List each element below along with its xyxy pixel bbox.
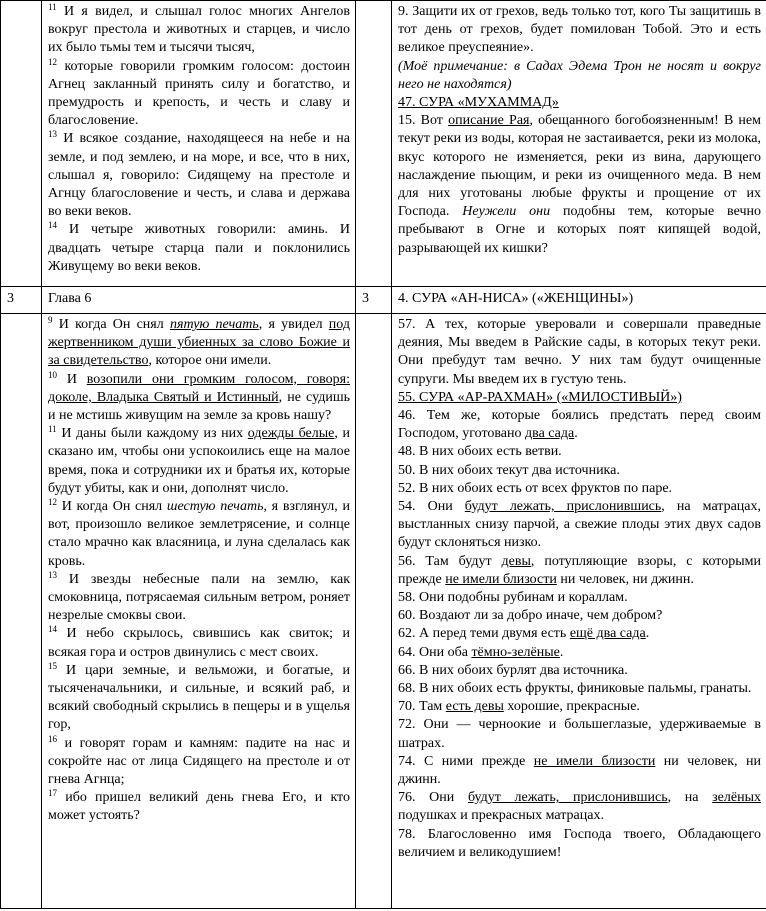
ayah xyxy=(398,789,761,825)
verse-number: 13 xyxy=(48,569,57,580)
quran-text-cell xyxy=(392,1,766,287)
verse-number: 13 xyxy=(48,129,57,140)
verse-number: 14 xyxy=(48,624,57,635)
text-run: . xyxy=(645,626,650,642)
verse xyxy=(48,130,350,221)
text-run: девы xyxy=(501,553,531,569)
ayah xyxy=(398,644,761,662)
verse xyxy=(48,625,350,661)
ayah xyxy=(398,290,761,308)
ayah xyxy=(398,389,761,407)
text-run: описание Рая xyxy=(448,113,530,129)
ayah xyxy=(398,826,761,862)
text-run: ни человек, ни джинн. xyxy=(398,753,761,788)
verse xyxy=(48,425,350,498)
text-run: ни человек, ни джинн. xyxy=(556,571,694,587)
text-run: , которое они имели. xyxy=(148,353,272,369)
verse xyxy=(48,371,350,426)
table-row xyxy=(1,1,766,287)
ayah xyxy=(398,716,761,752)
text-run: хорошие, прекрасные. xyxy=(503,699,640,715)
text-run: И xyxy=(66,371,87,387)
text-run: И звезды небесные пали на землю, как смоковница, потрясаемая сильным ветром, роняет незрелые смоквы свои. xyxy=(48,571,351,624)
text-run: не имели близости xyxy=(445,571,557,587)
text-run: не имели близости xyxy=(533,753,656,769)
text-run: 48. В них обоих есть ветви. xyxy=(398,444,562,460)
text-run: 58. Они подобны рубинам и кораллам. xyxy=(398,590,628,606)
ayah xyxy=(398,607,761,625)
text-run: два сада xyxy=(525,426,575,442)
verse-number: 9 xyxy=(48,315,53,325)
verse xyxy=(48,662,350,735)
text-run: под жертвенником души убиенных за слово Божие и за свидетельство xyxy=(48,317,351,369)
row-number-right: 3 xyxy=(356,287,392,314)
text-run: И четыре животных говорили: аминь. И двадцать четыре старца пали и поклонились Живущему во веки веков. xyxy=(48,222,351,274)
chapter-heading-cell xyxy=(42,287,356,314)
text-run: зелёных xyxy=(712,790,761,806)
text-run: 15. Вот xyxy=(398,113,449,129)
verse xyxy=(48,498,350,571)
ayah xyxy=(398,316,761,389)
text-run: ещё два сада xyxy=(569,626,646,642)
row-number-right xyxy=(356,1,392,287)
ayah xyxy=(398,498,761,553)
text-run: 55. СУРА «АР-РАХМАН» («МИЛОСТИВЫЙ») xyxy=(398,389,682,405)
text-run: одежды белые xyxy=(247,426,335,442)
text-run: шестую печать xyxy=(166,499,264,515)
ayah xyxy=(398,3,761,58)
text-run: будут лежать, прислонившись xyxy=(467,790,668,806)
text-run: 52. В них обоих есть от всех фруктов по паре. xyxy=(398,480,673,496)
ayah xyxy=(398,753,761,789)
text-run: 64. Они оба xyxy=(398,644,472,660)
text-run: возопили они громким голосом, говоря: доколе, Владыка Святый и Истинный xyxy=(48,371,350,405)
text-run: 60. Воздают ли за добро иначе, чем добром? xyxy=(398,608,663,624)
text-run: , обещанного богобоязненным! В нем текут реки из воды, которая не застаивается, реки из молока, вкус которого не изменяется, реки из вина, дарующего наслаждение пьющим, и реки из очищенного меда. В нем для них уготованы любые фрукты и прощение от их Господа. xyxy=(398,113,761,220)
ayah xyxy=(398,443,761,461)
text-run: и говорят горам и камням: падите на нас и сокройте нас от лица Сидящего на престоле и от гнева Агнца; xyxy=(48,735,350,788)
verse xyxy=(48,58,350,131)
verse xyxy=(48,571,350,626)
text-run: 57. А тех, которые уверовали и совершали праведные деяния, Мы введем в Райские сады, в которых текут реки. Они пребудут там вечно. У них там будут очищенные супруги. Мы введем их в густую тень. xyxy=(398,317,761,387)
text-run: 50. В них обоих текут два источника. xyxy=(398,462,620,478)
verse xyxy=(48,735,350,790)
text-run: 4. СУРА «АН-НИСА» («ЖЕНЩИНЫ») xyxy=(398,291,634,306)
ayah xyxy=(398,94,761,112)
ayah xyxy=(398,462,761,480)
text-run: И когда Он снял xyxy=(61,499,167,515)
text-run: Глава 6 xyxy=(48,291,92,306)
ayah xyxy=(398,407,761,443)
verse-number: 12 xyxy=(48,56,57,67)
verse xyxy=(48,316,350,371)
text-run: И небо скрылось, свившись как свиток; и всякая гора и остров двинулись с мест своих. xyxy=(48,626,350,660)
bible-text-cell xyxy=(42,1,356,287)
text-run: Неужели они xyxy=(462,204,551,220)
text-run: подушках и прекрасных матрацах. xyxy=(398,808,604,824)
text-run: 68. В них обоих есть фрукты, финиковые пальмы, гранаты. xyxy=(398,681,752,697)
text-run: , на xyxy=(667,790,713,806)
ayah xyxy=(398,553,761,589)
verse-number: 14 xyxy=(48,220,57,231)
sura-heading-cell xyxy=(392,287,766,314)
text-run: , не судишь и не мстишь живущим на земле за кровь нашу? xyxy=(48,389,350,424)
ayah xyxy=(398,58,761,94)
text-run: 47. СУРА «МУХАММАД» xyxy=(398,95,559,111)
text-run: , на матрацах, выстланных снизу парчой, а свежие плоды этих двух садов будут склоняться низко. xyxy=(398,499,762,551)
text-run: 9. Защити их от грехов, ведь только тот, кого Ты защитишь в тот день от грехов, будет помилован Тобой. Это и есть великое преуспеяние». xyxy=(398,4,761,56)
ayah xyxy=(398,480,761,498)
text-run: , потупляющие взоры, с которыми прежде xyxy=(398,553,761,587)
verse xyxy=(48,789,350,825)
text-run: 66. В них обоих бурлят два источника. xyxy=(398,662,628,678)
table-row xyxy=(1,314,766,909)
text-run: И даны были каждому из них xyxy=(61,426,248,442)
ayah xyxy=(398,112,761,258)
ayah xyxy=(398,589,761,607)
text-run: 46. Тем же, которые боялись предстать перед своим Господом, уготовано xyxy=(398,408,761,442)
text-run: 56. Там будут xyxy=(398,553,502,569)
text-run: будут лежать, прислонившись xyxy=(464,499,662,515)
text-run: тёмно-зелёные xyxy=(471,644,560,660)
verse-number: 16 xyxy=(48,733,57,744)
verse-number: 11 xyxy=(48,2,57,12)
verse-number: 15 xyxy=(48,660,57,671)
row-number-left xyxy=(1,1,42,287)
text-run: ибо пришел великий день гнева Его, и кто может устоять? xyxy=(48,790,350,824)
row-number-right xyxy=(356,314,392,909)
text-run: 70. Там xyxy=(398,699,446,715)
text-run: 78. Благословенно имя Господа твоего, Обладающего величием и великодушием! xyxy=(398,826,761,860)
text-run: И когда Он снял xyxy=(58,317,170,332)
row-number-left: 3 xyxy=(1,287,42,314)
text-run: , я увидел xyxy=(258,317,329,332)
table-row xyxy=(1,287,766,314)
text-run: , я взглянул, и вот, произошло великое землетрясение, и солнце стало мрачно как власяница, и луна сделалась как кровь. xyxy=(48,499,350,569)
text-run: (Моё примечание: в Садах Эдема Трон не носят и вокруг него не находятся) xyxy=(398,58,761,92)
text-run: . xyxy=(574,426,578,442)
text-run: 76. Они xyxy=(398,790,468,806)
text-run: 62. А перед теми двумя есть xyxy=(398,626,570,642)
text-run: 54. Они xyxy=(398,499,465,515)
verse xyxy=(48,3,350,58)
verse-number: 17 xyxy=(48,788,57,799)
text-run: И всякое создание, находящееся на небе и на земле, и под землею, и на море, и все, что в них, слышал я, говорило: Сидящему на престоле и Агнцу благословение и честь, и слава и держава во веки веков. xyxy=(48,131,351,220)
verse xyxy=(48,290,350,308)
verse-number: 10 xyxy=(48,369,57,380)
text-run: подобны тем, которые вечно пребывают в Огне и которых поят кипящей водой, разрывающей их кишки? xyxy=(398,204,761,256)
verse-number: 11 xyxy=(48,424,57,435)
quran-text-cell xyxy=(392,314,766,909)
ayah xyxy=(398,698,761,716)
text-run: 72. Они — черноокие и большеглазые, удерживаемые в шатрах. xyxy=(398,717,761,751)
verse-number: 12 xyxy=(48,497,57,508)
text-run: которые говорили громким голосом: достоин Агнец закланный принять силу и богатство, и премудрость и крепость, и честь и славу и благословение. xyxy=(48,58,351,129)
text-run: пятую печать xyxy=(169,317,259,332)
text-run: есть девы xyxy=(445,699,504,715)
ayah xyxy=(398,680,761,698)
text-run: И я видел, и слышал голос многих Ангелов вокруг престола и животных и старцев, и число их было тьмы тем и тысячи тысяч, xyxy=(48,4,350,56)
text-run: . xyxy=(559,644,564,660)
text-run: 74. С ними прежде xyxy=(398,753,534,769)
ayah xyxy=(398,625,761,643)
text-run: , и сказано им, чтобы они успокоились еще на малое время, пока и сотрудники их и братья их, которые будут убиты, как и они, дополнят число. xyxy=(48,426,350,496)
text-run: И цари земные, и вельможи, и богатые, и тысяченачальники, и сильные, и всякий раб, и всякий свободный скрылись в пещеры и в ущелья гор, xyxy=(48,662,350,733)
row-number-left xyxy=(1,314,42,909)
bible-text-cell xyxy=(42,314,356,909)
verse xyxy=(48,221,350,276)
ayah xyxy=(398,662,761,680)
